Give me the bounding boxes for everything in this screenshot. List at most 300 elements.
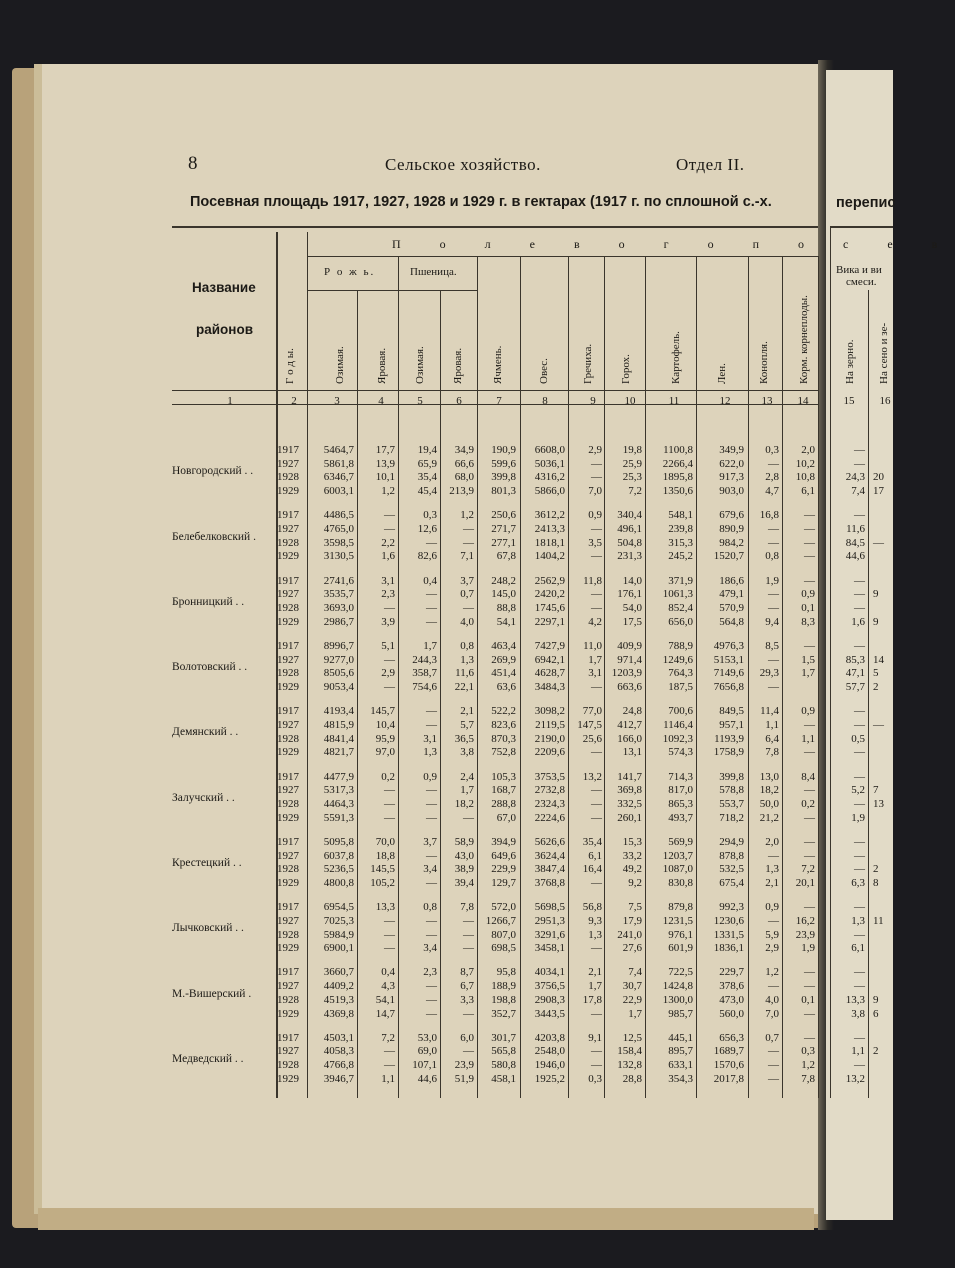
value-cell: 16,4 xyxy=(582,863,602,876)
year-cell: 1917 xyxy=(277,705,299,718)
value-cell: 2,1 xyxy=(765,876,779,889)
value-cell: 2908,3 xyxy=(534,993,565,1006)
value-cell: 22,1 xyxy=(454,681,474,693)
value-cell: — xyxy=(804,811,815,824)
column-divider xyxy=(696,256,697,1098)
value-cell: 250,6 xyxy=(491,509,516,522)
value-cell: 5984,9 xyxy=(323,928,354,941)
value-cell: 2 xyxy=(873,1045,879,1058)
value-cell: 7,0 xyxy=(765,1007,779,1020)
value-cell: 19,8 xyxy=(622,444,642,456)
value-cell: 1,1 xyxy=(851,1045,865,1058)
value-cell: 700,6 xyxy=(668,705,693,718)
value-cell: 176,1 xyxy=(617,588,642,601)
value-cell: 7,8 xyxy=(460,901,474,914)
value-cell: 301,7 xyxy=(491,1031,516,1044)
value-cell: 984,2 xyxy=(719,536,744,549)
value-cell: 8 xyxy=(873,876,879,889)
value-cell: 0,9 xyxy=(765,901,779,914)
value-cell: 6 xyxy=(873,1007,879,1020)
value-cell: — xyxy=(463,942,474,955)
value-cell: 9 xyxy=(873,588,879,601)
col-number-4: 4 xyxy=(378,395,384,407)
value-cell: 1,3 xyxy=(588,928,602,941)
value-cell: — xyxy=(384,1059,395,1072)
year-cell: 1929 xyxy=(277,746,299,759)
year-cell: 1927 xyxy=(277,784,299,797)
year-cell: 1929 xyxy=(277,1072,299,1085)
value-cell: 13,3 xyxy=(845,993,865,1006)
col-rye-spring: Яровая. xyxy=(376,347,388,384)
value-cell: — xyxy=(426,797,437,810)
value-cell: — xyxy=(463,811,474,824)
district-header-2: районов xyxy=(196,322,253,337)
value-cell: — xyxy=(804,966,815,979)
value-cell: 663,6 xyxy=(617,681,642,693)
value-cell: 6,4 xyxy=(765,732,779,745)
value-cell: 17 xyxy=(873,485,884,498)
value-cell: 1,3 xyxy=(460,653,474,666)
value-cell: — xyxy=(426,784,437,797)
value-cell: — xyxy=(804,784,815,797)
value-cell: 565,8 xyxy=(491,1045,516,1058)
value-cell: 53,0 xyxy=(417,1031,437,1044)
value-cell: 870,3 xyxy=(491,732,516,745)
value-cell: — xyxy=(768,1072,779,1085)
value-cell: 3,8 xyxy=(460,746,474,759)
year-cell: 1928 xyxy=(277,928,299,941)
value-cell: 4841,4 xyxy=(323,732,354,745)
value-cell: 0,1 xyxy=(801,993,815,1006)
value-cell: 9,2 xyxy=(628,876,642,889)
value-cell: 1,3 xyxy=(765,863,779,876)
value-cell: — xyxy=(384,653,395,666)
value-cell: 1836,1 xyxy=(713,942,744,955)
value-cell: 1193,9 xyxy=(714,732,744,745)
value-cell: 54,1 xyxy=(375,993,395,1006)
value-cell: — xyxy=(463,1045,474,1058)
value-cell: — xyxy=(384,602,395,614)
value-cell: 801,3 xyxy=(491,485,516,498)
value-cell: 3946,7 xyxy=(323,1072,354,1085)
value-cell: 698,5 xyxy=(491,942,516,955)
value-cell: 1,7 xyxy=(588,980,602,993)
value-cell: 2 xyxy=(873,681,879,693)
value-cell: — xyxy=(591,797,602,810)
value-cell: — xyxy=(384,681,395,693)
value-cell: 1689,7 xyxy=(713,1045,744,1058)
value-cell: 158,4 xyxy=(617,1045,642,1058)
value-cell: 57,7 xyxy=(845,681,865,693)
year-cell: 1928 xyxy=(277,863,299,876)
value-cell: — xyxy=(854,574,865,587)
value-cell: 1,2 xyxy=(801,1059,815,1072)
value-cell: 560,0 xyxy=(719,1007,744,1020)
value-cell: 656,0 xyxy=(668,615,693,628)
value-cell: 1230,6 xyxy=(713,914,744,927)
value-cell: 3598,5 xyxy=(323,536,354,549)
column-divider xyxy=(398,256,399,1098)
value-cell: 1570,6 xyxy=(713,1059,744,1072)
col-number-10: 10 xyxy=(624,395,636,407)
value-cell: 1925,2 xyxy=(534,1072,565,1085)
value-cell: 2017,8 xyxy=(713,1072,744,1085)
value-cell: 271,7 xyxy=(491,523,516,535)
value-cell: 3130,5 xyxy=(323,550,354,563)
district-name: М.-Вишерский . xyxy=(172,987,252,1000)
year-cell: 1927 xyxy=(277,914,299,927)
value-cell: 917,3 xyxy=(719,471,744,484)
value-cell: 6,7 xyxy=(460,980,474,993)
column-divider xyxy=(645,256,646,1098)
value-cell: 0,7 xyxy=(460,588,474,601)
year-cell: 1928 xyxy=(277,602,299,614)
year-cell: 1917 xyxy=(277,509,299,522)
value-cell: 229,9 xyxy=(491,863,516,876)
value-cell: — xyxy=(591,1007,602,1020)
value-cell: 33,2 xyxy=(622,849,642,862)
year-cell: 1927 xyxy=(277,588,299,601)
year-cell: 1929 xyxy=(277,550,299,563)
value-cell: 1,7 xyxy=(588,653,602,666)
value-cell: — xyxy=(768,914,779,927)
value-cell: 63,6 xyxy=(496,681,516,693)
value-cell: 3,1 xyxy=(588,667,602,680)
col-wheat-spring: Яровая. xyxy=(452,347,464,384)
value-cell: 11,8 xyxy=(583,574,602,587)
value-cell: — xyxy=(873,536,884,549)
col-number-5: 5 xyxy=(417,395,423,407)
value-cell: 1,9 xyxy=(765,574,779,587)
value-cell: 6954,5 xyxy=(323,901,354,914)
column-divider xyxy=(477,256,478,1098)
district-header-1: Название xyxy=(192,280,256,295)
value-cell: — xyxy=(768,536,779,549)
vetch-header: Вика и ви xyxy=(836,264,882,276)
value-cell: — xyxy=(591,457,602,470)
value-cell: — xyxy=(768,588,779,601)
value-cell: 1,2 xyxy=(765,966,779,979)
value-cell: 6,1 xyxy=(588,849,602,862)
value-cell: 2209,6 xyxy=(534,746,565,759)
value-cell: — xyxy=(591,876,602,889)
col-number-15: 15 xyxy=(843,395,855,407)
col-hemp: Конопля. xyxy=(758,341,770,384)
vetch-header-2: смеси. xyxy=(846,276,877,288)
value-cell: 633,1 xyxy=(668,1059,693,1072)
value-cell: 6037,8 xyxy=(323,849,354,862)
value-cell: 9 xyxy=(873,615,879,628)
value-cell: 190,9 xyxy=(491,444,516,456)
value-cell: — xyxy=(384,509,395,522)
value-cell: 35,4 xyxy=(417,471,437,484)
value-cell: 0,8 xyxy=(460,639,474,652)
value-cell: — xyxy=(804,1007,815,1020)
value-cell: 849,5 xyxy=(719,705,744,718)
value-cell: 66,6 xyxy=(454,457,474,470)
header-bottom-rule xyxy=(172,390,818,391)
value-cell: — xyxy=(591,746,602,759)
value-cell: 9 xyxy=(873,993,879,1006)
value-cell: 504,8 xyxy=(617,536,642,549)
value-cell: 399,8 xyxy=(491,471,516,484)
value-cell: — xyxy=(854,588,865,601)
col-peas: Горох. xyxy=(620,354,632,384)
year-cell: 1927 xyxy=(277,523,299,535)
value-cell: — xyxy=(591,942,602,955)
value-cell: 12,6 xyxy=(417,523,437,535)
value-cell: 1266,7 xyxy=(485,914,516,927)
value-cell: — xyxy=(854,444,865,456)
value-cell: 29,3 xyxy=(759,667,779,680)
value-cell: 532,5 xyxy=(719,863,744,876)
col-rye-winter: Озимая. xyxy=(334,346,346,384)
value-cell: 2,9 xyxy=(588,444,602,456)
column-divider xyxy=(830,226,831,1098)
value-cell: 718,2 xyxy=(719,811,744,824)
value-cell: 213,9 xyxy=(449,485,474,498)
value-cell: — xyxy=(426,1007,437,1020)
value-cell: 399,8 xyxy=(719,770,744,783)
value-cell: 5626,6 xyxy=(534,835,565,848)
col-vetch-grain: На зерно. xyxy=(844,339,856,384)
value-cell: 7,4 xyxy=(851,485,865,498)
value-cell: 15,3 xyxy=(622,835,642,848)
district-name: Бронницкий . . xyxy=(172,595,245,608)
value-cell: — xyxy=(768,457,779,470)
value-cell: 1,3 xyxy=(851,914,865,927)
value-cell: 7025,3 xyxy=(323,914,354,927)
value-cell: 1,1 xyxy=(381,1072,395,1085)
col-wheat-winter: Озимая. xyxy=(414,346,426,384)
years-header: Г о д ы. xyxy=(284,348,296,384)
value-cell: 458,1 xyxy=(491,1072,516,1085)
value-cell: 10,4 xyxy=(375,718,395,731)
value-cell: — xyxy=(384,914,395,927)
value-cell: 409,9 xyxy=(617,639,642,652)
value-cell: 17,5 xyxy=(622,615,642,628)
district-name: Демянский . . xyxy=(172,726,239,739)
value-cell: 105,2 xyxy=(370,876,395,889)
value-cell: 288,8 xyxy=(491,797,516,810)
value-cell: 4477,9 xyxy=(323,770,354,783)
value-cell: 6,1 xyxy=(851,942,865,955)
value-cell: — xyxy=(384,784,395,797)
value-cell: 85,3 xyxy=(845,653,865,666)
value-cell: 496,1 xyxy=(617,523,642,535)
value-cell: 11,6 xyxy=(846,523,865,535)
value-cell: 890,9 xyxy=(719,523,744,535)
value-cell: 6003,1 xyxy=(323,485,354,498)
value-cell: 7,1 xyxy=(460,550,474,563)
value-cell: 10,2 xyxy=(795,457,815,470)
value-cell: 4486,5 xyxy=(323,509,354,522)
value-cell: — xyxy=(463,914,474,927)
value-cell: 3768,8 xyxy=(534,876,565,889)
value-cell: 1,3 xyxy=(423,746,437,759)
value-cell: 13,2 xyxy=(582,770,602,783)
value-cell: — xyxy=(463,536,474,549)
value-cell: 35,4 xyxy=(582,835,602,848)
value-cell: 13 xyxy=(873,797,884,810)
value-cell: 14,0 xyxy=(622,574,642,587)
value-cell: — xyxy=(768,602,779,614)
value-cell: 56,8 xyxy=(582,901,602,914)
col-number-2: 2 xyxy=(291,395,297,407)
value-cell: 2732,8 xyxy=(534,784,565,797)
year-cell: 1917 xyxy=(277,639,299,652)
value-cell: 25,6 xyxy=(582,732,602,745)
value-cell: 1,2 xyxy=(381,485,395,498)
column-divider xyxy=(357,290,358,1098)
value-cell: 315,3 xyxy=(668,536,693,549)
year-cell: 1917 xyxy=(277,770,299,783)
col-number-7: 7 xyxy=(496,395,502,407)
value-cell: 548,1 xyxy=(668,509,693,522)
wheat-header: Пшеница. xyxy=(410,266,457,278)
value-cell: 6942,1 xyxy=(534,653,565,666)
value-cell: — xyxy=(804,746,815,759)
year-cell: 1927 xyxy=(277,718,299,731)
value-cell: 13,3 xyxy=(375,901,395,914)
value-cell: — xyxy=(854,746,865,759)
value-cell: 2,9 xyxy=(765,942,779,955)
value-cell: 105,3 xyxy=(491,770,516,783)
value-cell: 8996,7 xyxy=(323,639,354,652)
year-cell: 1927 xyxy=(277,653,299,666)
value-cell: 1249,6 xyxy=(662,653,693,666)
value-cell: — xyxy=(854,509,865,522)
value-cell: — xyxy=(854,1031,865,1044)
value-cell: 49,2 xyxy=(622,863,642,876)
value-cell: 5095,8 xyxy=(323,835,354,848)
value-cell: 18,8 xyxy=(375,849,395,862)
value-cell: 4,0 xyxy=(460,615,474,628)
value-cell: 44,6 xyxy=(845,550,865,563)
value-cell: 8,4 xyxy=(801,770,815,783)
column-divider xyxy=(868,290,869,1098)
value-cell: 722,5 xyxy=(668,966,693,979)
col-vetch-hay: На сено и зе- xyxy=(878,322,890,384)
value-cell: 7,8 xyxy=(765,746,779,759)
col-number-14: 14 xyxy=(797,395,809,407)
column-divider xyxy=(520,256,521,1098)
value-cell: 145,0 xyxy=(491,588,516,601)
column-divider xyxy=(307,232,308,1098)
col-number-13: 13 xyxy=(761,395,773,407)
value-cell: 463,4 xyxy=(491,639,516,652)
value-cell: 4519,3 xyxy=(323,993,354,1006)
col-barley: Ячмень. xyxy=(492,345,504,384)
value-cell: 5,7 xyxy=(460,718,474,731)
value-cell: 3,7 xyxy=(423,835,437,848)
value-cell: 260,1 xyxy=(617,811,642,824)
col-flax: Лен. xyxy=(716,363,728,384)
value-cell: — xyxy=(873,718,884,731)
col-number-16: 16 xyxy=(879,395,891,407)
value-cell: 19,4 xyxy=(417,444,437,456)
value-cell: 6,0 xyxy=(460,1031,474,1044)
value-cell: 6346,7 xyxy=(323,471,354,484)
section-title: Отдел II. xyxy=(676,155,745,174)
value-cell: 9,1 xyxy=(588,1031,602,1044)
value-cell: — xyxy=(591,1059,602,1072)
value-cell: 2,0 xyxy=(801,444,815,456)
value-cell: — xyxy=(854,835,865,848)
value-cell: 10,1 xyxy=(375,471,395,484)
value-cell: 3098,2 xyxy=(534,705,565,718)
value-cell: 14 xyxy=(873,653,884,666)
value-cell: 1,7 xyxy=(460,784,474,797)
value-cell: 198,8 xyxy=(491,993,516,1006)
value-cell: 4766,8 xyxy=(323,1059,354,1072)
value-cell: — xyxy=(854,770,865,783)
value-cell: 0,3 xyxy=(765,444,779,456)
value-cell: 18,2 xyxy=(454,797,474,810)
value-cell: 5 xyxy=(873,667,879,680)
year-cell: 1917 xyxy=(277,835,299,848)
value-cell: — xyxy=(854,705,865,718)
value-cell: 2741,6 xyxy=(323,574,354,587)
value-cell: 0,8 xyxy=(765,550,779,563)
value-cell: 0,4 xyxy=(381,966,395,979)
value-cell: 4,0 xyxy=(765,993,779,1006)
value-cell: 971,4 xyxy=(617,653,642,666)
value-cell: — xyxy=(591,784,602,797)
value-cell: 3847,4 xyxy=(534,863,565,876)
value-cell: 9277,0 xyxy=(323,653,354,666)
value-cell: — xyxy=(426,914,437,927)
rye-header: Р о ж ь. xyxy=(324,266,376,278)
value-cell: 5591,3 xyxy=(323,811,354,824)
value-cell: — xyxy=(591,523,602,535)
value-cell: 4316,2 xyxy=(534,471,565,484)
value-cell: 3458,1 xyxy=(534,942,565,955)
table-title: Посевная площадь 1917, 1927, 1928 и 1929 г. в гектарах (1917 г. по сплошной с.-х. xyxy=(190,194,772,210)
value-cell: — xyxy=(768,681,779,693)
value-cell: 823,6 xyxy=(491,718,516,731)
value-cell: 77,0 xyxy=(582,705,602,718)
value-cell: 1100,8 xyxy=(663,444,693,456)
value-cell: 294,9 xyxy=(719,835,744,848)
value-cell: 1520,7 xyxy=(713,550,744,563)
value-cell: — xyxy=(426,705,437,718)
value-cell: 3756,5 xyxy=(534,980,565,993)
value-cell: — xyxy=(384,942,395,955)
value-cell: 277,1 xyxy=(491,536,516,549)
value-cell: 6,1 xyxy=(801,485,815,498)
year-cell: 1928 xyxy=(277,667,299,680)
year-cell: 1928 xyxy=(277,471,299,484)
value-cell: — xyxy=(854,1059,865,1072)
value-cell: — xyxy=(804,523,815,535)
value-cell: 95,9 xyxy=(375,732,395,745)
value-cell: 7,2 xyxy=(628,485,642,498)
value-cell: — xyxy=(384,811,395,824)
value-cell: 1,6 xyxy=(851,615,865,628)
value-cell: 352,7 xyxy=(491,1007,516,1020)
value-cell: 24,8 xyxy=(622,705,642,718)
value-cell: 7,5 xyxy=(628,901,642,914)
value-cell: 2951,3 xyxy=(534,914,565,927)
value-cell: 852,4 xyxy=(668,602,693,614)
column-divider xyxy=(440,290,441,1098)
year-cell: 1917 xyxy=(277,1031,299,1044)
value-cell: — xyxy=(591,811,602,824)
value-cell: 0,5 xyxy=(851,732,865,745)
value-cell: 20,1 xyxy=(795,876,815,889)
value-cell: — xyxy=(804,980,815,993)
